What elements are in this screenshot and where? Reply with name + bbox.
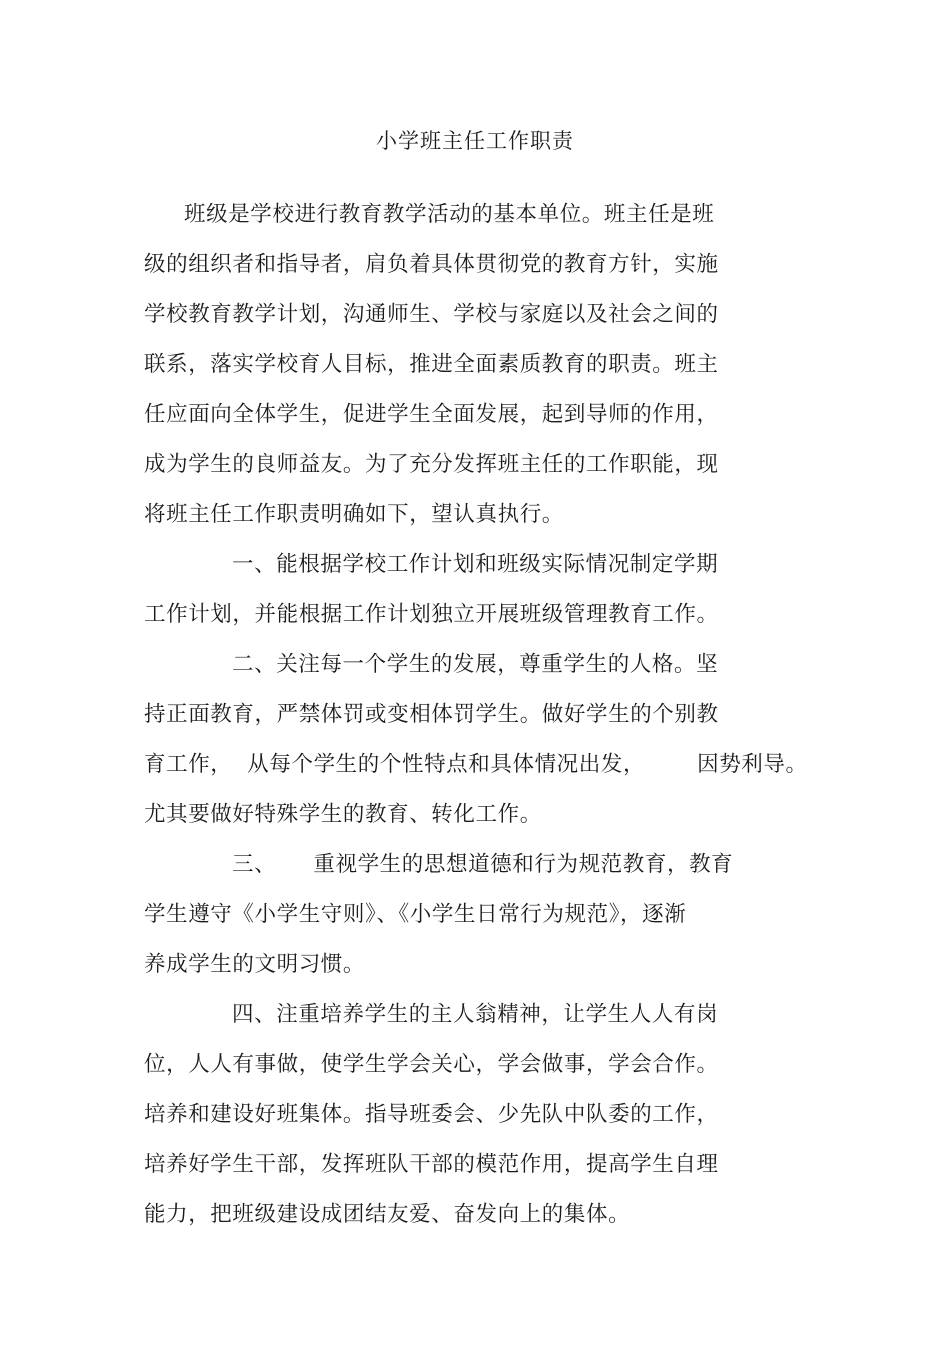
paragraph-line: 二、关注每一个学生的发展，尊重学生的人格。坚: [232, 652, 719, 677]
document-title: 小学班主任工作职责: [376, 129, 574, 153]
paragraph-line: 级的组织者和指导者，肩负着具体贯彻党的教育方针，实施: [144, 252, 719, 277]
paragraph-line: 培养好学生干部，发挥班队干部的模范作用，提高学生自理: [144, 1152, 719, 1177]
paragraph-line: 联系，落实学校育人目标，推进全面素质教育的职责。班主: [144, 352, 719, 377]
document-body: [144, 200, 824, 1250]
paragraph-line: 培养和建设好班集体。指导班委会、少先队中队委的工作，: [144, 1102, 719, 1127]
paragraph-line: 成为学生的良师益友。为了充分发挥班主任的工作职能，现: [144, 452, 719, 477]
paragraph-line: 学校教育教学计划，沟通师生、学校与家庭以及社会之间的: [144, 302, 719, 327]
paragraph-line: 工作计划，并能根据工作计划独立开展班级管理教育工作。: [144, 602, 719, 627]
paragraph-line: 尤其要做好特殊学生的教育、转化工作。: [144, 802, 542, 827]
paragraph-line: 三、 重视学生的思想道德和行为规范教育，教育: [232, 852, 734, 877]
paragraph-line: 位，人人有事做，使学生学会关心，学会做事，学会合作。: [144, 1052, 719, 1077]
paragraph-line: 育工作， 从每个学生的个性特点和具体情况出发， 因势利导。: [144, 752, 808, 777]
paragraph-line: 能力，把班级建设成团结友爱、奋发向上的集体。: [144, 1202, 631, 1227]
paragraph-line: 将班主任工作职责明确如下，望认真执行。: [144, 502, 564, 527]
paragraph-line: 学生遵守《小学生守则》、《小学生日常行为规范》，逐渐: [144, 902, 687, 927]
paragraph-line: 持正面教育，严禁体罚或变相体罚学生。做好学生的个别教: [144, 702, 719, 727]
paragraph-line: 一、能根据学校工作计划和班级实际情况制定学期: [232, 552, 719, 577]
paragraph-line: 任应面向全体学生，促进学生全面发展，起到导师的作用，: [144, 402, 719, 427]
paragraph-line: 班级是学校进行教育教学活动的基本单位。班主任是班: [184, 202, 715, 227]
paragraph-line: 四、注重培养学生的主人翁精神，让学生人人有岗: [232, 1002, 719, 1027]
paragraph-line: 养成学生的文明习惯。: [144, 952, 366, 977]
